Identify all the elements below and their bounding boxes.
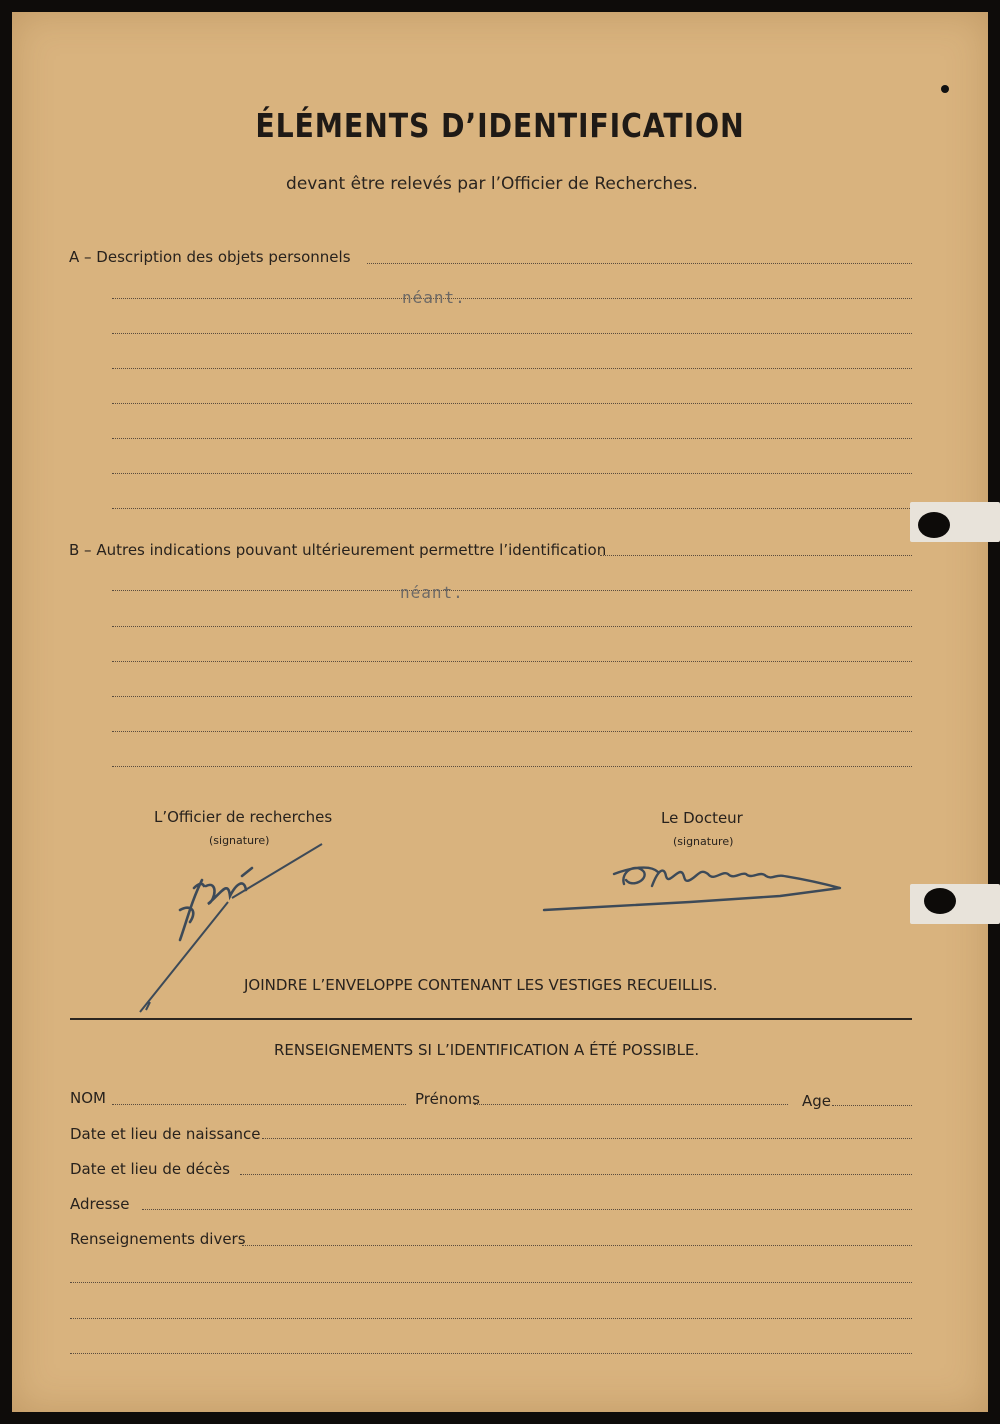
section-b-line-1[interactable] [600, 555, 912, 556]
section-a-label: A – Description des objets personnels [69, 248, 351, 266]
section-b-label: B – Autres indications pouvant ultérieurement permettre l’identification [69, 541, 607, 559]
deces-label: Date et lieu de décès [70, 1160, 230, 1178]
section-a-line-7[interactable] [112, 473, 912, 474]
form-title: ÉLÉMENTS D’IDENTIFICATION [255, 106, 745, 145]
divers-field-2[interactable] [70, 1282, 912, 1283]
section-a-line-1[interactable] [367, 263, 912, 264]
section-a-line-5[interactable] [112, 403, 912, 404]
doctor-signature-image [540, 850, 860, 914]
section-a-line-2[interactable] [112, 298, 912, 299]
section-b-line-7[interactable] [112, 766, 912, 767]
section-a-line-3[interactable] [112, 333, 912, 334]
divers-field-3[interactable] [70, 1318, 912, 1319]
section-b-line-4[interactable] [112, 661, 912, 662]
section-b-line-5[interactable] [112, 696, 912, 697]
divers-label: Renseignements divers [70, 1230, 246, 1248]
naissance-label: Date et lieu de naissance [70, 1125, 261, 1143]
age-label: Age [802, 1092, 832, 1110]
divers-field-1[interactable] [242, 1245, 912, 1246]
form-sheet [12, 12, 988, 1412]
deces-field[interactable] [240, 1174, 912, 1175]
nom-label: NOM [70, 1089, 106, 1107]
naissance-field[interactable] [262, 1138, 912, 1139]
section-a-line-6[interactable] [112, 438, 912, 439]
pin-mark [941, 85, 949, 93]
officer-signature-title: L’Officier de recherches [154, 808, 333, 826]
officer-signature-sub: (signature) [209, 834, 270, 847]
adresse-label: Adresse [70, 1195, 130, 1213]
nom-field[interactable] [112, 1104, 406, 1105]
section-b-line-3[interactable] [112, 626, 912, 627]
section-divider [70, 1018, 912, 1020]
prenoms-label: Prénoms [415, 1090, 480, 1108]
prenoms-field[interactable] [474, 1104, 788, 1105]
punch-hole-bottom [924, 888, 956, 914]
section-a-line-8[interactable] [112, 508, 912, 509]
punch-hole-top [918, 512, 950, 538]
age-field[interactable] [832, 1105, 912, 1106]
doctor-signature-sub: (signature) [673, 835, 734, 848]
section-a-typed-value: néant. [402, 288, 466, 307]
section-a-line-4[interactable] [112, 368, 912, 369]
section-b-line-6[interactable] [112, 731, 912, 732]
adresse-field[interactable] [142, 1209, 912, 1210]
section-b-typed-value: néant. [400, 583, 464, 602]
divers-field-4[interactable] [70, 1353, 912, 1354]
section-b-line-2[interactable] [112, 590, 912, 591]
join-envelope-note: JOINDRE L’ENVELOPPE CONTENANT LES VESTIGES RECUEILLIS. [244, 976, 718, 994]
doctor-signature-title: Le Docteur [661, 809, 743, 827]
identification-heading: RENSEIGNEMENTS SI L’IDENTIFICATION A ÉTÉ POSSIBLE. [274, 1041, 700, 1059]
form-subtitle: devant être relevés par l’Officier de Recherches. [286, 174, 698, 194]
